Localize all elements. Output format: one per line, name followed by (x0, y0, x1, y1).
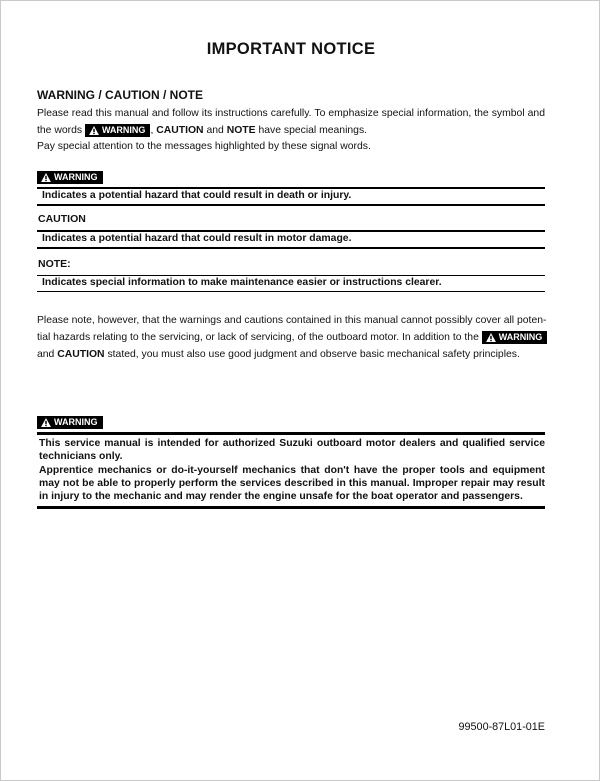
warning-definition-text: Indicates a potential hazard that could result in death or injury. (37, 187, 545, 206)
intro-line-3: Pay special attention to the messages highlighted by these signal words. (37, 141, 371, 153)
note-paragraph-line-1: Please note, however, that the warnings and cautions contained in this manual cannot possibly cover all poten- (37, 314, 547, 326)
service-warning-text (37, 432, 545, 510)
note-label: NOTE: (38, 257, 71, 270)
warning-badge-inline (482, 331, 548, 344)
service-warning-line-5: in injury to the mechanic and may render the engine unsafe for the boat operator and passengers. (39, 491, 523, 503)
intro-line-2-seg3: have special meanings. (255, 124, 368, 136)
note-definition-block (37, 258, 545, 292)
warning-badge (37, 416, 103, 429)
warning-badge-inline (85, 124, 151, 137)
warning-badge-label: WARNING (498, 331, 543, 342)
warning-badge-row (37, 412, 545, 430)
note-word: NOTE (226, 124, 256, 136)
warning-badge-row (37, 167, 545, 185)
intro-paragraph (37, 106, 545, 156)
caution-word: CAUTION (156, 124, 204, 136)
caution-definition-text: Indicates a potential hazard that could result in motor damage. (37, 230, 545, 249)
service-warning-line-2: technicians only. (39, 451, 123, 463)
warning-definition-block (37, 167, 545, 206)
note-paragraph-line-3 (37, 346, 545, 363)
note-definition-text: Indicates special information to make maintenance easier or instructions clearer. (37, 275, 545, 292)
caution-definition-block (37, 213, 545, 249)
note-paragraph-line-2-pre: tial hazards relating to the servicing, or lack of servicing, of the outboard motor. In addition to the (37, 331, 482, 343)
note-paragraph-line-3-post: stated, you must also use good judgment and observe basic mechanical safety principles. (104, 348, 520, 360)
service-warning-line-1: This service manual is intended for authorized Suzuki outboard motor dealers and qualified service (39, 437, 545, 449)
service-warning-line-4: may not be able to properly perform the services described in this manual. Improper repair may result (39, 478, 545, 489)
warning-triangle-icon (41, 418, 51, 427)
intro-line-2-pre: the words (37, 124, 85, 136)
service-warning-block (37, 412, 545, 510)
caution-word: CAUTION (57, 348, 105, 360)
warning-triangle-icon (41, 173, 51, 182)
section-heading: WARNING / CAUTION / NOTE (37, 88, 203, 102)
caution-label: CAUTION (38, 212, 86, 225)
intro-line-2 (37, 123, 545, 140)
document-code: 99500-87L01-01E (458, 721, 545, 733)
warning-badge-label: WARNING (54, 416, 98, 427)
page-title: IMPORTANT NOTICE (206, 40, 376, 58)
warning-triangle-icon (486, 333, 496, 342)
warning-badge-label: WARNING (54, 171, 98, 182)
note-paragraph-line-3-pre: and (37, 348, 58, 360)
intro-line-2-seg2: and (203, 124, 227, 136)
service-warning-line-3: Apprentice mechanics or do-it-yourself mechanics that don't have the proper tools and equipment (39, 464, 545, 476)
note-paragraph (37, 312, 545, 363)
warning-badge-label: WARNING (101, 124, 146, 135)
note-paragraph-line-2 (37, 329, 545, 346)
warning-badge (37, 171, 103, 184)
intro-line-2-seg1: , (150, 124, 157, 136)
warning-triangle-icon (89, 126, 99, 135)
intro-line-1: Please read this manual and follow its instructions carefully. To emphasize special information, the symbol and (37, 108, 545, 119)
